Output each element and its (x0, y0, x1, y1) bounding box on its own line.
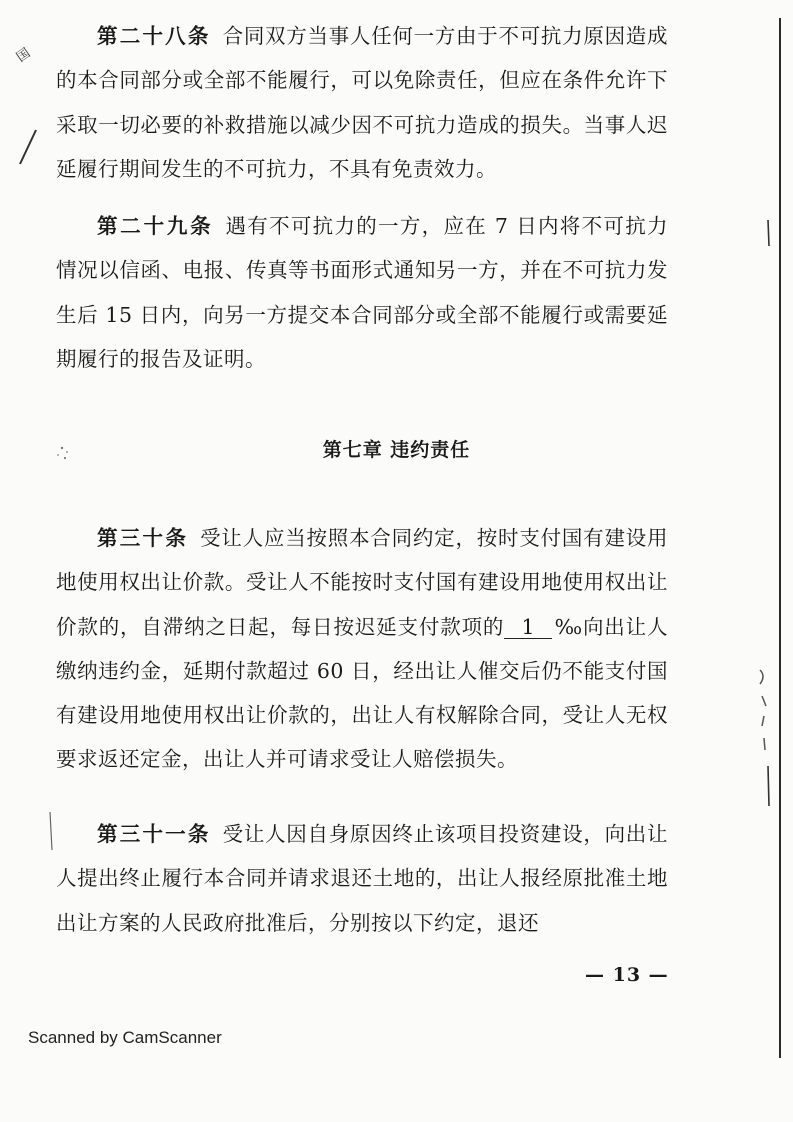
article-28-heading: 第二十八条 (97, 24, 211, 48)
article-29 (56, 204, 668, 381)
article-29-heading: 第二十九条 (97, 214, 214, 238)
page-number: — 13 — (585, 964, 669, 986)
right-edge-marks (750, 210, 780, 810)
fill-in-blank-rate: 1 (504, 616, 552, 639)
article-30-text-before: 受让人应当按照本合同约定，按时支付国有建设用地使用权出让价款。受让人不能按时支付国有建设用地使用权出让价款的，自滞纳之日起，每日按迟延支付款项的 (56, 526, 669, 639)
article-30-heading: 第三十条 (97, 526, 189, 550)
margin-pen-mark (14, 128, 40, 168)
article-30 (56, 516, 668, 782)
article-29-text: 遇有不可抗力的一方，应在 7 日内将不可抗力情况以信函、电报、传真等书面形式通知另一方，并在不可抗力发生后 15 日内，向另一方提交本合同部分或全部不能履行或需要延期履行的报告及证明。 (56, 214, 668, 371)
article-31-heading: 第三十一条 (97, 822, 211, 846)
article-31 (56, 812, 668, 945)
scan-edge-line (779, 18, 781, 1058)
article-31-text: 受让人因自身原因终止该项目投资建设，向出让人提出终止履行本合同并请求退还土地的，出让人报经原批准土地出让方案的人民政府批准后，分别按以下约定，退还 (56, 822, 669, 935)
article-28-text: 合同双方当事人任何一方由于不可抗力原因造成的本合同部分或全部不能履行，可以免除责任，但应在条件允许下采取一切必要的补救措施以减少因不可抗力造成的损失。当事人迟延履行期间发生的不可抗力，不具有免责效力。 (56, 24, 669, 181)
camscanner-watermark: Scanned by CamScanner (28, 1028, 222, 1047)
stamp-mark: 国 (14, 45, 34, 66)
chapter-title: 第七章 违约责任 (322, 439, 471, 461)
article-28 (56, 14, 668, 191)
article-30-text-after: ‰向出让人缴纳违约金，延期付款超过 60 日，经出让人催交后仍不能支付国有建设用地使用权出让价款的，出让人有权解除合同，受让人无权要求返还定金，出让人并可请求受让人赔偿损失。 (56, 614, 669, 772)
